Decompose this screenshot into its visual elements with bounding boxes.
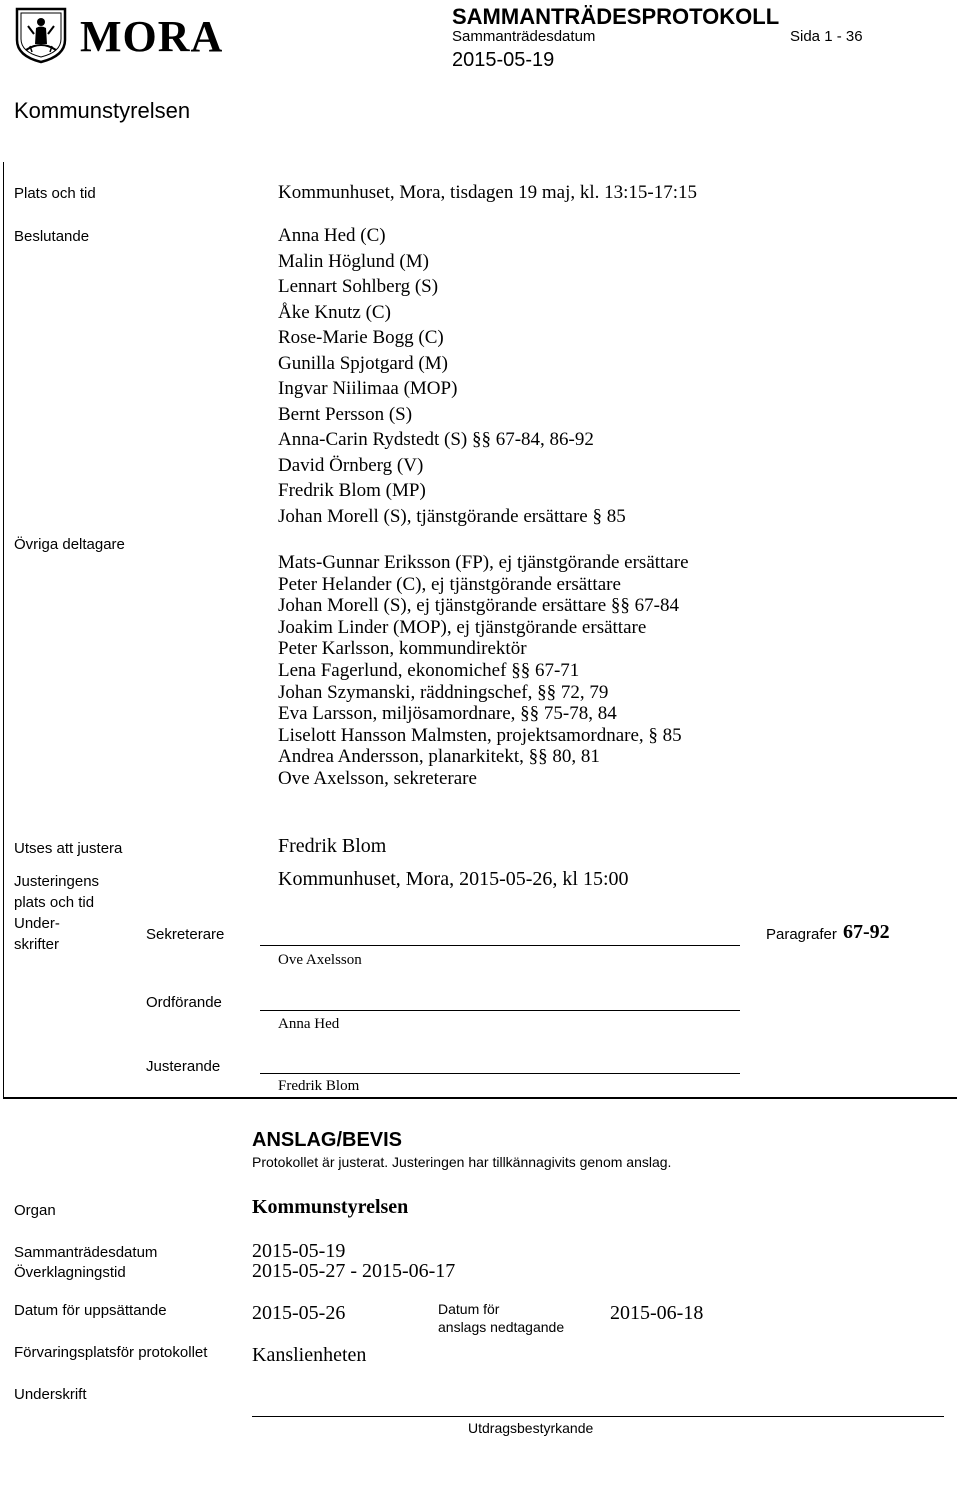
other-participant: Mats-Gunnar Eriksson (FP), ej tjänstgörande ersättare [278, 552, 689, 573]
others-label: Övriga deltagare [14, 536, 125, 553]
chair-name: Anna Hed [278, 1016, 340, 1032]
deciding-member: Anna Hed (C) [278, 225, 386, 246]
signature-label: Underskrift [14, 1386, 87, 1403]
deciding-member: Bernt Persson (S) [278, 403, 413, 425]
page-number: Sida 1 - 36 [790, 28, 863, 45]
signatures-label-1: Under- [14, 915, 60, 932]
other-participant: Peter Helander (C), ej tjänstgörande ersättare [278, 573, 621, 595]
deciding-member: Gunilla Spjotgard (M) [278, 352, 448, 374]
chair-label: Ordförande [146, 994, 222, 1011]
other-participant: Andrea Andersson, planarkitekt, §§ 80, 81 [278, 746, 600, 768]
deciding-member: Fredrik Blom (MP) [278, 480, 426, 501]
secretary-signature-line [260, 945, 740, 946]
removal-date-label-1: Datum för [438, 1301, 500, 1317]
deciding-member: Lennart Sohlberg (S) [278, 276, 439, 297]
section-divider [3, 1097, 957, 1099]
other-participant: Lena Fagerlund, ekonomichef §§ 67-71 [278, 659, 580, 681]
other-participant: Peter Karlsson, kommundirektör [278, 638, 527, 660]
paragraphs-label: Paragrafer [766, 926, 837, 943]
adjuster-signature-line [260, 1073, 740, 1074]
deciding-label: Beslutande [14, 228, 90, 245]
deciding-members-list [278, 223, 626, 529]
other-participant: Johan Morell (S), ej tjänstgörande ersättare §§ 67-84 [278, 595, 679, 617]
deciding-member: Rose-Marie Bogg (C) [278, 327, 444, 348]
notice-text: Protokollet är justerat. Justeringen har tillkännagivits genom anslag. [252, 1154, 672, 1170]
adjustment-place-label-2: plats och tid [14, 894, 95, 911]
meeting-date-label: Sammanträdesdatum [452, 28, 596, 45]
deciding-member: Malin Höglund (M) [278, 250, 429, 272]
posting-date-label: Datum för uppsättande [14, 1302, 167, 1319]
mora-crest-icon [14, 6, 68, 64]
adjustment-place-value: Kommunhuset, Mora, 2015-05-26, kl 15:00 [278, 868, 629, 890]
adjustment-place-label-1: Justeringens [14, 873, 100, 890]
notice-meeting-date-label: Sammanträdesdatum [14, 1244, 158, 1261]
other-participant: Eva Larsson, miljösamordnare, §§ 75-78, 84 [278, 703, 617, 725]
posting-date-value: 2015-05-26 [252, 1302, 346, 1324]
document-title: SAMMANTRÄDESPROTOKOLL [452, 4, 780, 29]
secretary-name: Ove Axelsson [278, 952, 362, 968]
appeal-period-label: Överklagningstid [14, 1264, 126, 1281]
chair-signature-line [260, 1010, 740, 1011]
place-time-value: Kommunhuset, Mora, tisdagen 19 maj, kl. 13:15-17:15 [278, 182, 698, 203]
signatures-label-2: skrifter [14, 936, 59, 953]
body-name: Kommunstyrelsen [14, 98, 191, 123]
logo-text: MORA [80, 12, 224, 61]
notice-title: ANSLAG/BEVIS [252, 1129, 403, 1151]
secretary-label: Sekreterare [146, 926, 225, 943]
organ-label: Organ [14, 1202, 56, 1219]
other-participant: Ove Axelsson, sekreterare [278, 767, 477, 789]
other-participant: Johan Szymanski, räddningschef, §§ 72, 79 [278, 681, 609, 703]
frame-left-border [3, 162, 4, 1098]
removal-date-value: 2015-06-18 [610, 1302, 704, 1324]
meeting-date: 2015-05-19 [452, 49, 555, 71]
storage-label: Förvaringsplatsför protokollet [14, 1344, 208, 1361]
deciding-member: Johan Morell (S), tjänstgörande ersättare § 85 [278, 505, 626, 527]
appeal-period-value: 2015-05-27 - 2015-06-17 [252, 1260, 456, 1282]
other-participant: Liselott Hansson Malmsten, projektsamordnare, § 85 [278, 724, 682, 746]
adjuster-name: Fredrik Blom [278, 1078, 360, 1094]
notice-signature-line [252, 1416, 944, 1417]
deciding-member: Ingvar Niilimaa (MOP) [278, 378, 458, 399]
appointed-adjuster-value: Fredrik Blom [278, 835, 387, 857]
deciding-member: David Örnberg (V) [278, 454, 424, 476]
deciding-member: Anna-Carin Rydstedt (S) §§ 67-84, 86-92 [278, 429, 594, 450]
appointed-adjuster-label: Utses att justera [14, 840, 123, 857]
other-participant: Joakim Linder (MOP), ej tjänstgörande ersättare [278, 616, 647, 638]
paragraphs-value: 67-92 [843, 921, 890, 943]
storage-value: Kanslienheten [252, 1344, 367, 1366]
removal-date-label-2: anslags nedtagande [438, 1319, 565, 1335]
certified-label: Utdragsbestyrkande [468, 1420, 594, 1436]
place-time-label: Plats och tid [14, 185, 96, 202]
other-participants-list [278, 552, 689, 790]
adjuster-label: Justerande [146, 1058, 221, 1075]
deciding-member: Åke Knutz (C) [278, 301, 391, 323]
notice-meeting-date-value: 2015-05-19 [252, 1240, 346, 1262]
organ-value: Kommunstyrelsen [252, 1196, 409, 1218]
